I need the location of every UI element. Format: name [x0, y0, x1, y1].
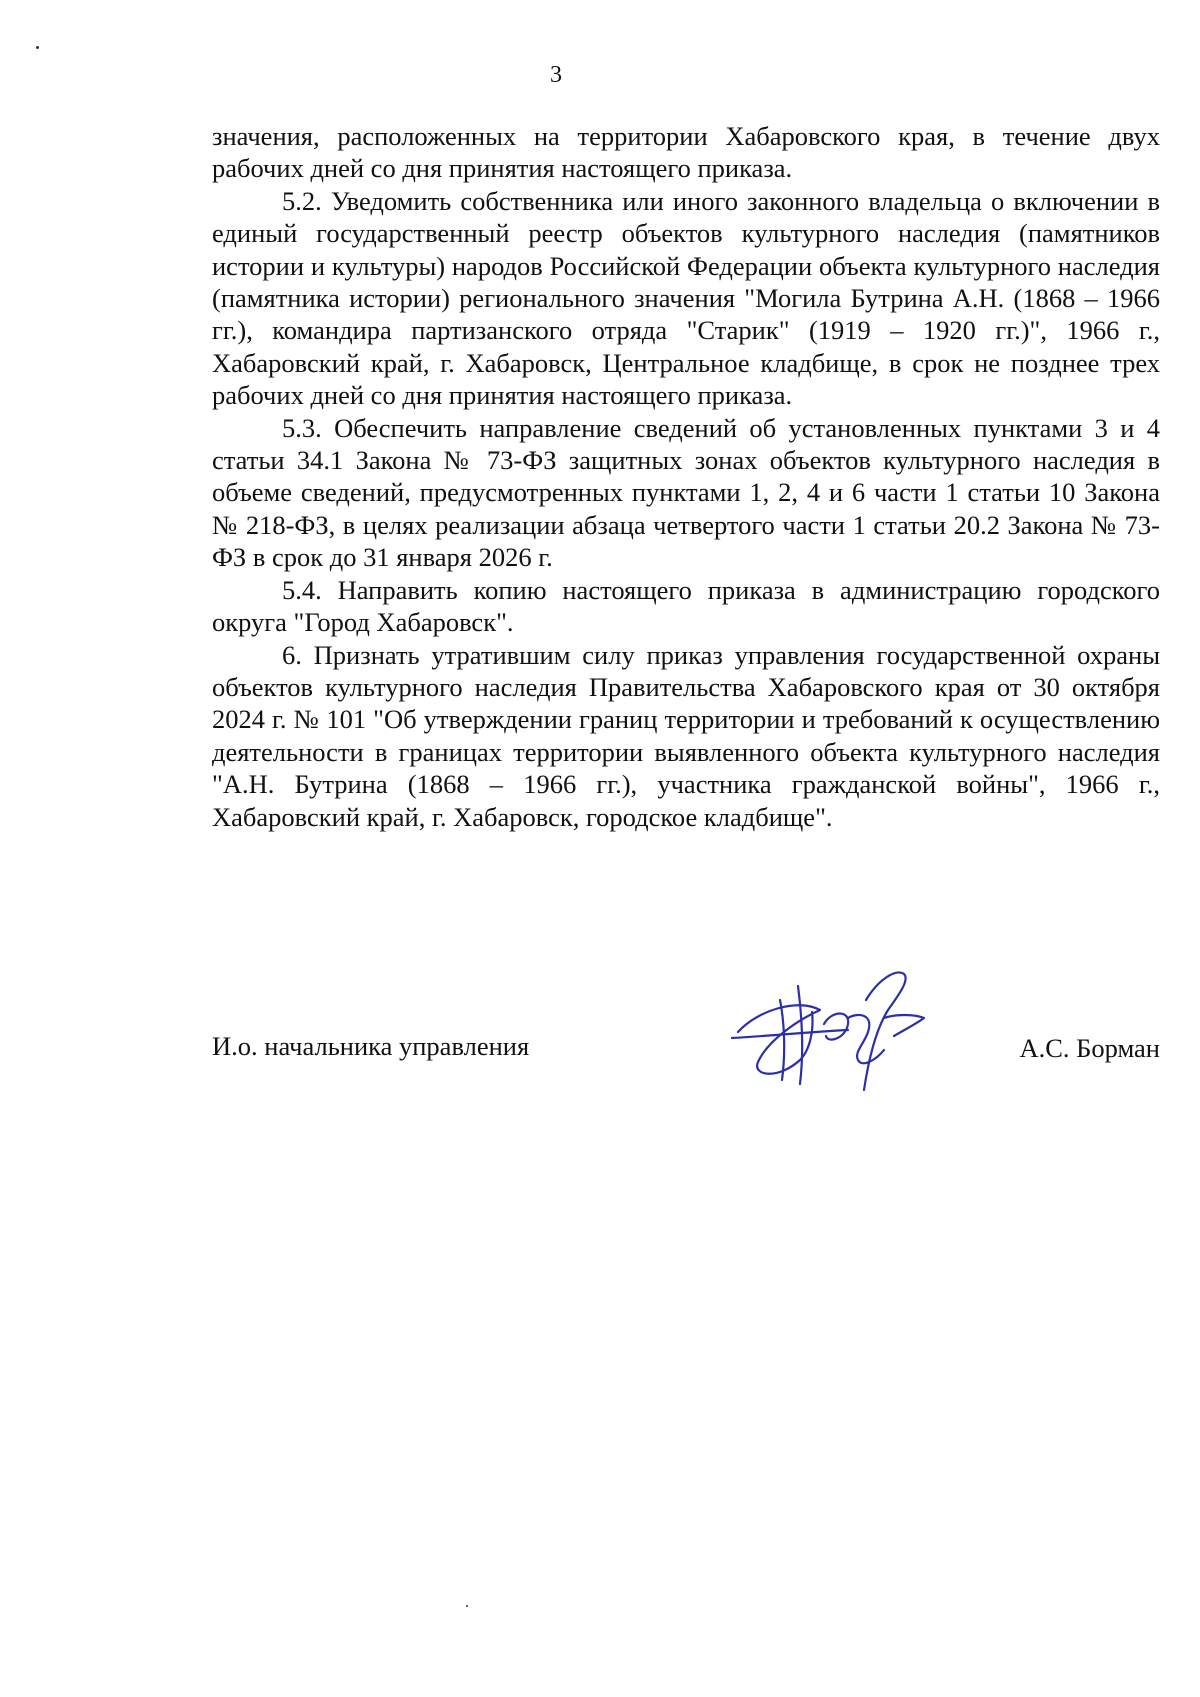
scan-speck [36, 46, 39, 49]
signer-position: И.о. начальника управления [212, 1031, 530, 1061]
paragraph-5-2: 5.2. Уведомить собственника или иного законного владельца о включении в единый государственный реестр объектов культурного наследия (памятников истории и культуры) народов Российской Федерации объекта культурного наследия (памятника истории) регионального значения "Могила Бутрина А.Н. (1868 – 1966 гг.), командира партизанского отряда "Старик" (1919 – 1920 гг.)", 1966 г., Хабаровский край, г. Хабаровск, Центральное кладбище, в срок не позднее трех рабочих дней со дня принятия настоящего приказа. [212, 185, 1160, 411]
scan-speck [466, 1605, 468, 1607]
paragraph-continuation: значения, расположенных на территории Хабаровского края, в течение двух рабочих дней со дня принятия настоящего приказа. [212, 121, 1160, 184]
page-number: 3 [550, 62, 562, 88]
paragraph-5-4: 5.4. Направить копию настоящего приказа в администрацию городского округа "Город Хабаровск". [212, 574, 1160, 638]
signer-name: А.С. Борман [1019, 1033, 1160, 1063]
signature-block [212, 1020, 1160, 1080]
paragraph-5-3: 5.3. Обеспечить направление сведений об установленных пунктами 3 и 4 статьи 34.1 Закона № 73-ФЗ защитных зонах объектов культурного наследия в объеме сведений, предусмотренных пунктами 1, 2, 4 и 6 части 1 статьи 10 Закона № 218-ФЗ, в целях реализации абзаца четвертого части 1 статьи 20.2 Закона № 73-ФЗ в срок до 31 января 2026 г. [212, 412, 1160, 573]
document-body [212, 120, 1160, 833]
paragraph-6: 6. Признать утратившим силу приказ управления государственной охраны объектов культурного наследия Правительства Хабаровского края от 30 октября 2024 г. № 101 "Об утверждении границ территории и требований к осуществлению деятельности в границах территории выявленного объекта культурного наследия "А.Н. Бутрина (1868 – 1966 гг.), участника гражданской войны", 1966 г., Хабаровский край, г. Хабаровск, городское кладбище". [212, 639, 1160, 832]
